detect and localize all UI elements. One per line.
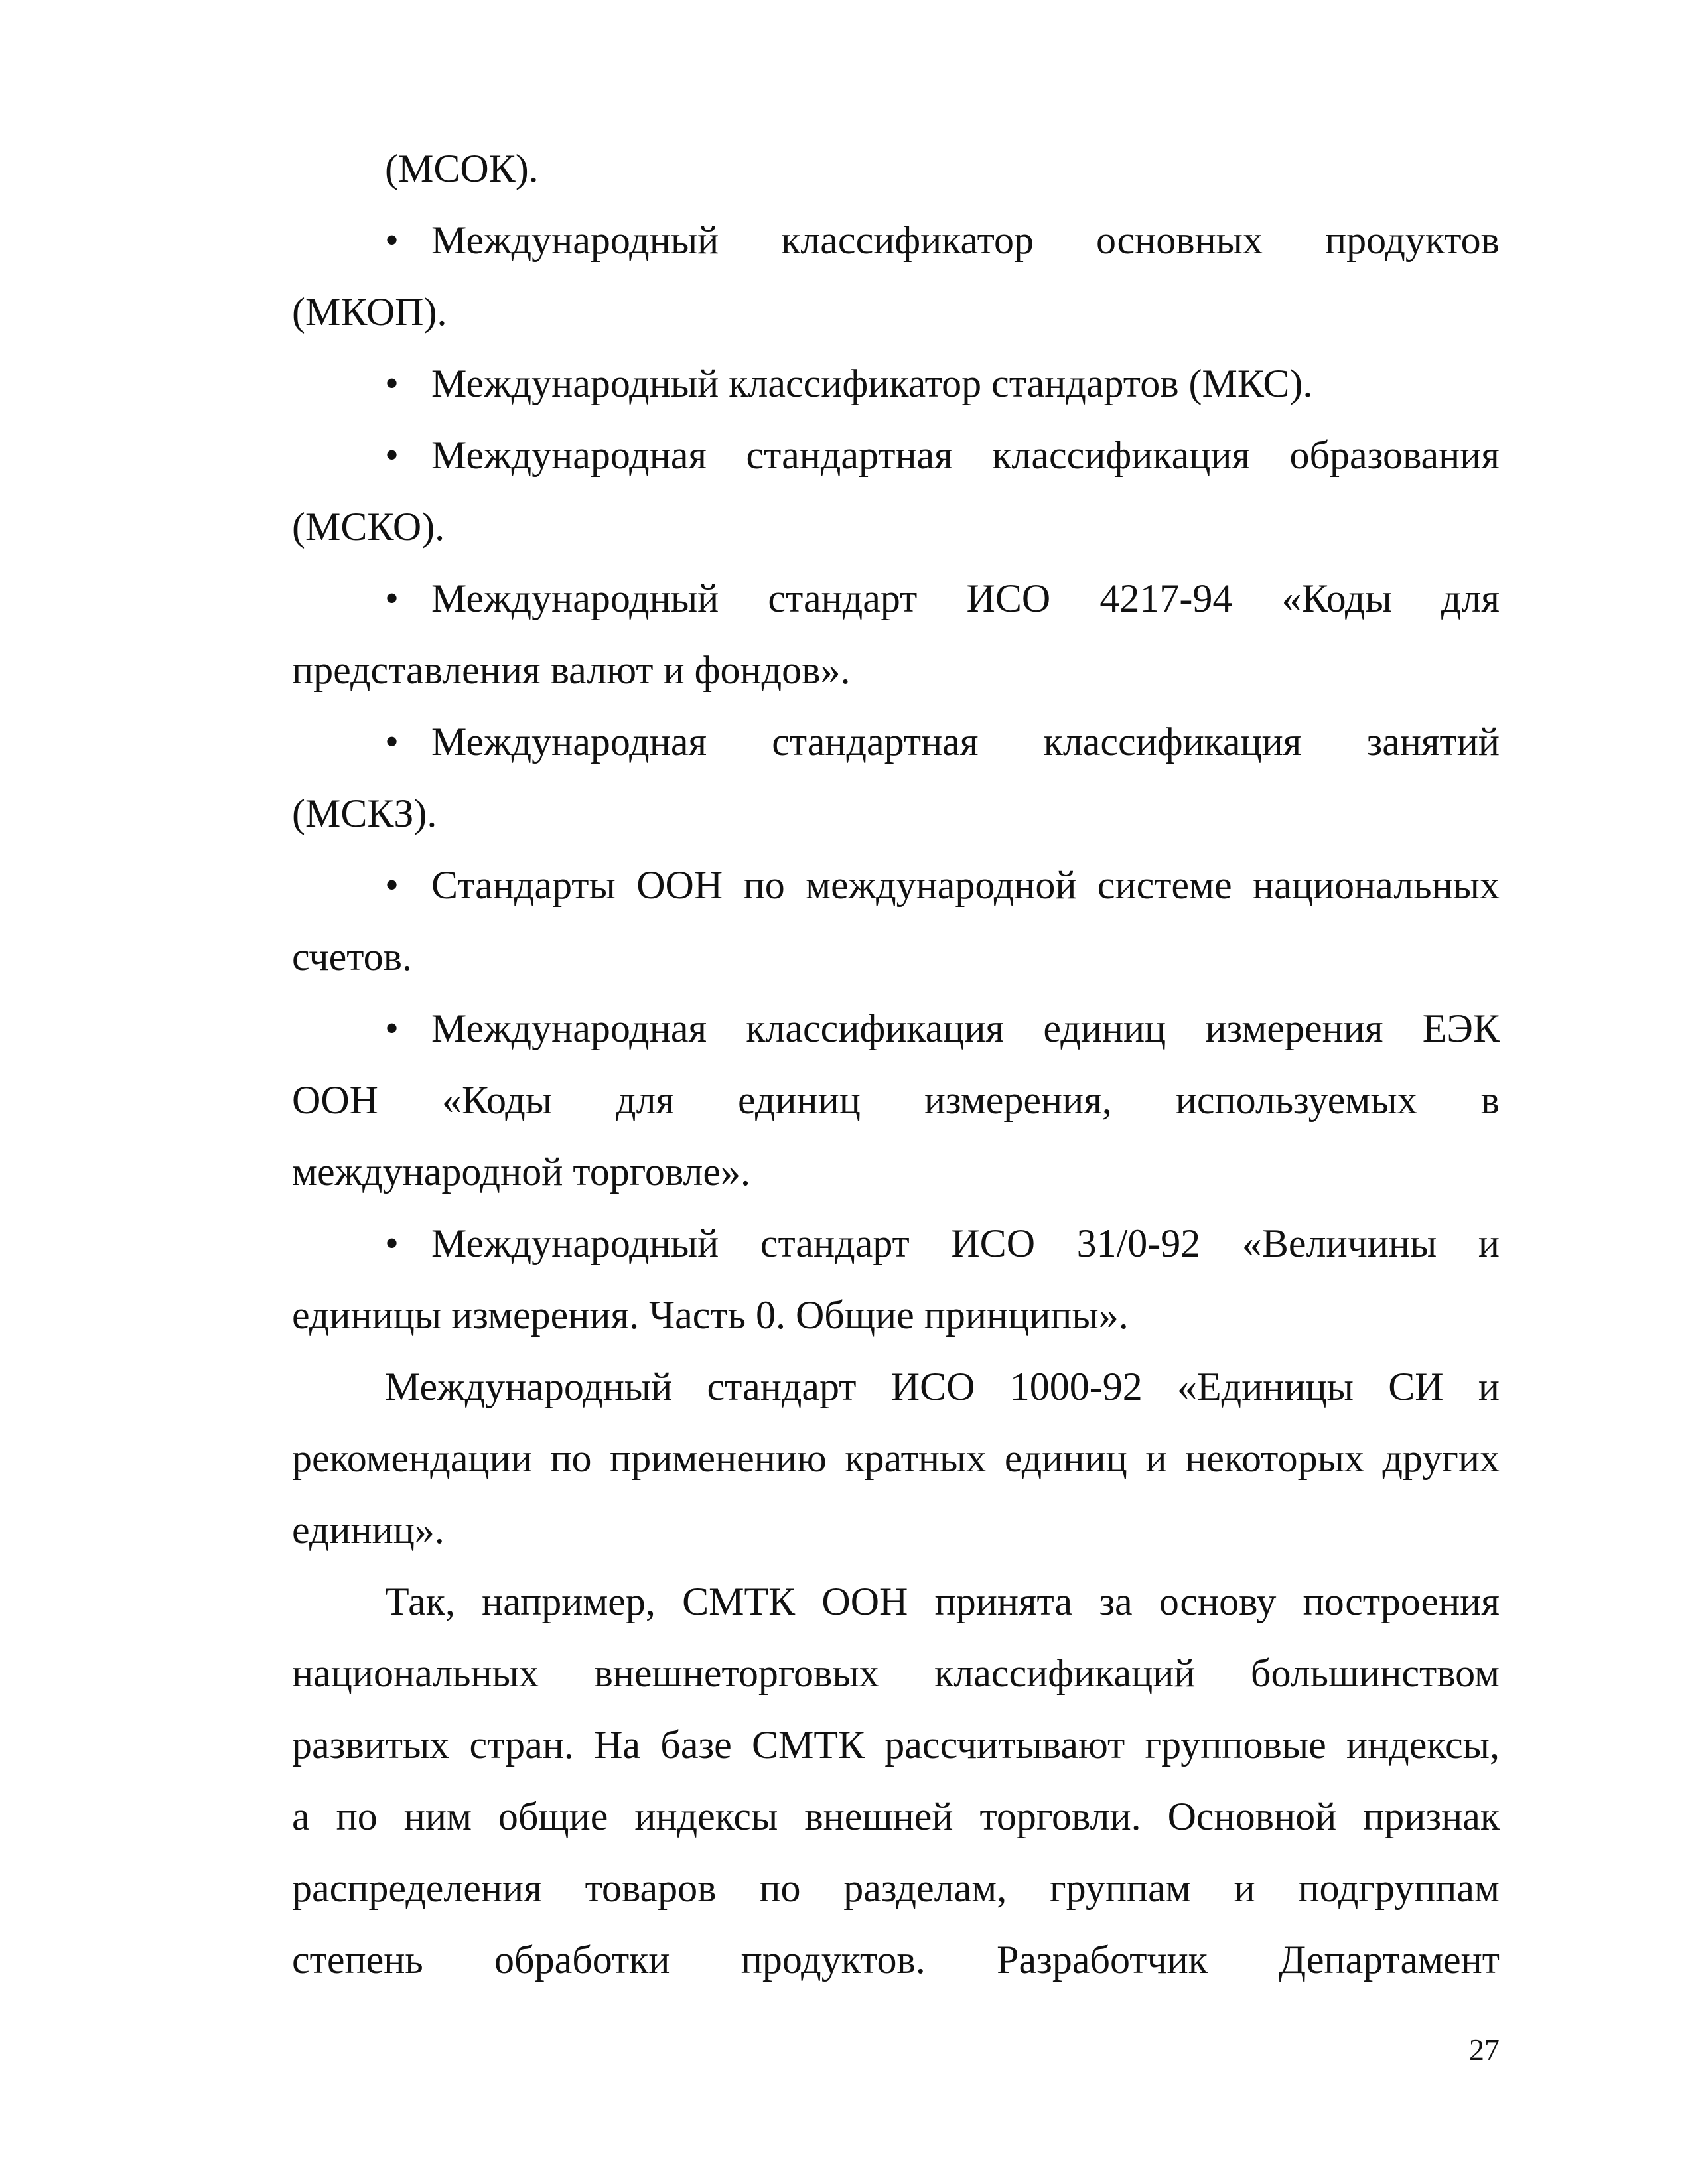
- text-line: единицы измерения. Часть 0. Общие принципы».: [292, 1293, 1129, 1337]
- bullet-item: [292, 849, 1500, 921]
- text-line: Международный классификатор основных продуктов: [431, 218, 1500, 262]
- bullet-icon: •: [385, 577, 399, 620]
- text-line: распределения товаров по разделам, группам и подгруппам: [292, 1866, 1500, 1910]
- bullet-icon: •: [385, 362, 399, 405]
- document-page: [292, 133, 1500, 1996]
- text-line: (МСКЗ).: [292, 791, 437, 835]
- text-line: развитых стран. На базе СМТК рассчитывают групповые индексы,: [292, 1723, 1500, 1767]
- text-line: представления валют и фондов».: [292, 648, 851, 692]
- text-line: Международная классификация единиц измерения ЕЭК: [431, 1006, 1500, 1050]
- text-line: счетов.: [292, 935, 412, 979]
- text-line: степень обработки продуктов. Разработчик Департамент: [292, 1938, 1500, 1982]
- text-line: Так, например, СМТК ООН принята за основу построения: [385, 1580, 1500, 1623]
- text-line: ООН «Коды для единиц измерения, используемых в: [292, 1078, 1500, 1122]
- text-line: Международный классификатор стандартов (МКС).: [431, 362, 1313, 405]
- text-line: (МСОК).: [385, 147, 539, 190]
- bullet-item: [292, 563, 1500, 634]
- bullet-icon: •: [385, 218, 399, 262]
- bullet-icon: •: [385, 1221, 399, 1265]
- bullet-item: [292, 348, 1500, 419]
- bullet-item: [292, 1207, 1500, 1279]
- text-line: рекомендации по применению кратных единиц и некоторых других: [292, 1436, 1500, 1480]
- bullet-icon: •: [385, 863, 399, 907]
- text-line: национальных внешнеторговых классификаций большинством: [292, 1651, 1500, 1695]
- text-line: Международный стандарт ИСО 4217-94 «Коды для: [431, 577, 1500, 620]
- bullet-item: [292, 419, 1500, 491]
- text-line: Международный стандарт ИСО 31/0-92 «Величины и: [431, 1221, 1500, 1265]
- bullet-item: [292, 204, 1500, 276]
- text-line: Международная стандартная классификация образования: [431, 433, 1500, 477]
- bullet-icon: •: [385, 720, 399, 764]
- text-line: международной торговле».: [292, 1150, 750, 1194]
- text-line: Стандарты ООН по международной системе национальных: [431, 863, 1500, 907]
- page-number: 27: [1469, 2033, 1500, 2067]
- bullet-icon: •: [385, 433, 399, 477]
- text-line: а по ним общие индексы внешней торговли. Основной признак: [292, 1795, 1500, 1838]
- text-line: Международная стандартная классификация занятий: [431, 720, 1500, 764]
- bullet-item: [292, 706, 1500, 778]
- bullet-item: [292, 992, 1500, 1064]
- text-line: (МКОП).: [292, 290, 447, 334]
- text-line: (МСКО).: [292, 505, 445, 549]
- text-line: Международный стандарт ИСО 1000-92 «Единицы СИ и: [385, 1365, 1500, 1408]
- text-line: единиц».: [292, 1508, 445, 1552]
- bullet-icon: •: [385, 1006, 399, 1050]
